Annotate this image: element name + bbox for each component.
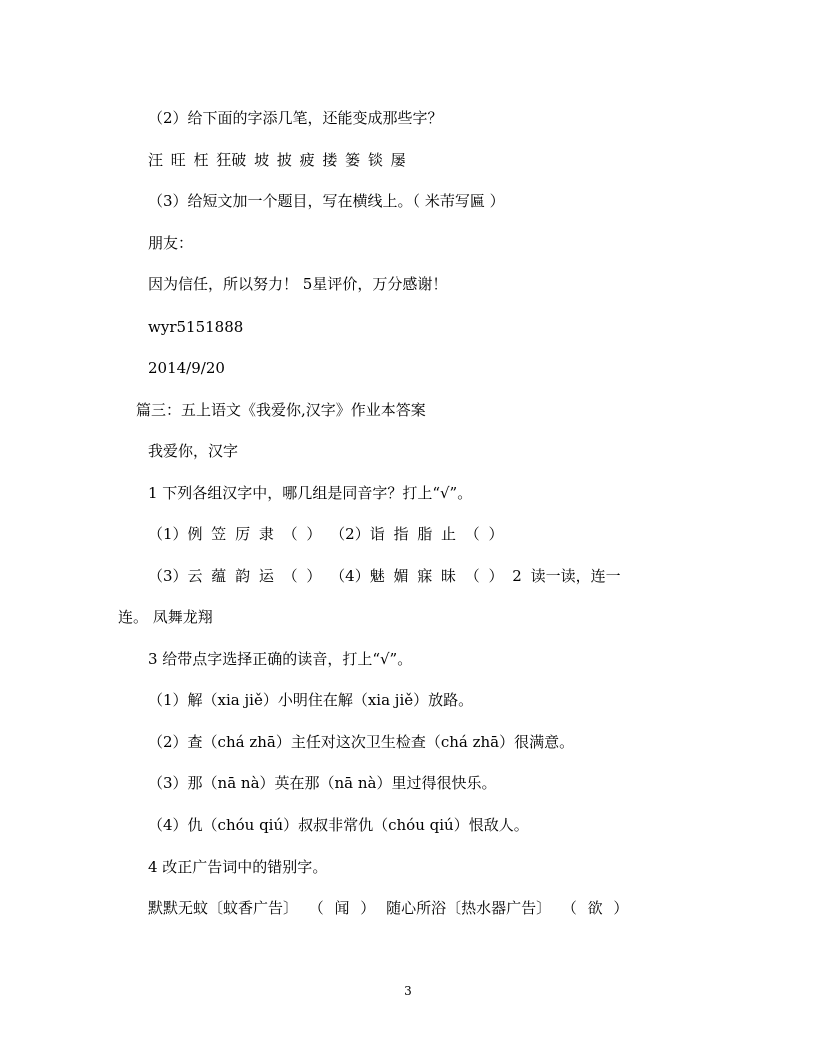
text-line: （3）那（nā nà）英在那（nā nà）里过得很快乐。 (148, 774, 497, 792)
text-line: 汪 旺 枉 狂破 坡 披 疲 搂 篓 锬 屡 (148, 151, 406, 169)
text-line: 4 改正广告词中的错别字。 (148, 858, 328, 876)
text-line: 连。 凤舞龙翔 (118, 608, 213, 626)
text-line: （1）例 笠 厉 隶 （ ） （2）诣 指 脂 止 （ ） (148, 525, 504, 543)
text-line: wyr5151888 (148, 318, 244, 336)
text-line: 默默无蚊〔蚊香广告〕 （ 闻 ） 随心所浴〔热水器广告〕 （ 欲 ） (148, 899, 629, 917)
text-line: （2）给下面的字添几笔，还能变成那些字？ (148, 109, 443, 127)
text-line: （2）查（chá zhā）主任对这次卫生检查（chá zhā）很满意。 (148, 733, 575, 751)
text-line: 朋友： (148, 234, 194, 252)
text-line: （3）给短文加一个题目，写在横线上。（ 米芾写匾 ） (148, 192, 505, 210)
text-line: （3）云 蕴 韵 运 （ ） （4）魅 媚 寐 昧 （ ） 2 读一读，连一 (148, 567, 621, 585)
section-heading: 篇三：五上语文《我爱你,汉字》作业本答案 (136, 401, 426, 419)
text-line: 2014/9/20 (148, 359, 225, 377)
text-line: 因为信任，所以努力！ 5星评价，万分感谢！ (148, 275, 448, 293)
text-line: （4）仇（chóu qiú）叔叔非常仇（chóu qiú）恨敌人。 (148, 816, 529, 834)
text-line: 3 给带点字选择正确的读音，打上“√”。 (148, 650, 413, 668)
text-line: 1 下列各组汉字中，哪几组是同音字？打上“√”。 (148, 484, 473, 502)
text-line: （1）解（xia jiě）小明住在解（xia jiě）放路。 (148, 691, 474, 709)
page-number: 3 (404, 984, 412, 998)
text-line: 我爱你，汉字 (148, 442, 239, 460)
